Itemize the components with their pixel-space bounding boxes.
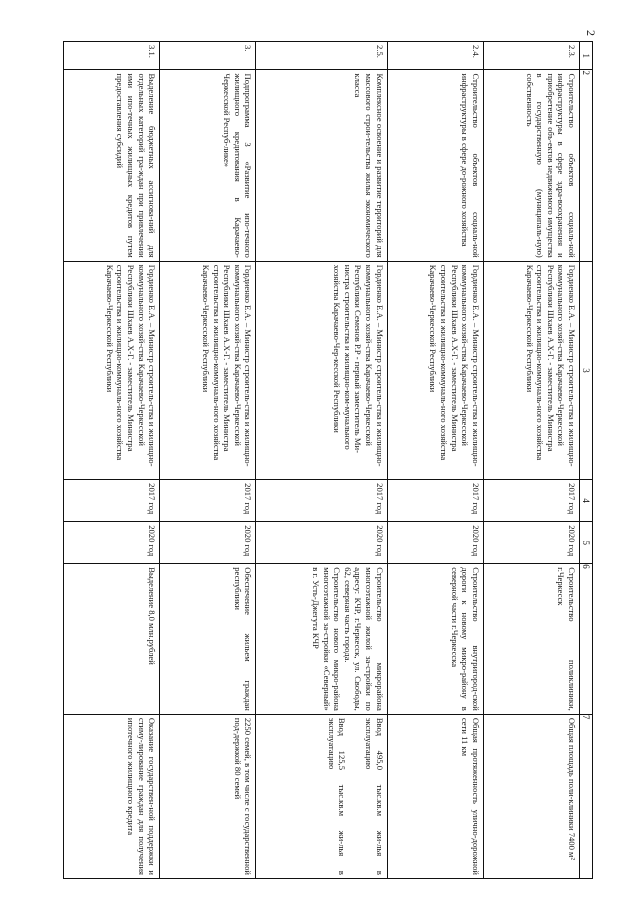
header-col-2: 2: [580, 70, 593, 261]
row-content: [64, 564, 160, 715]
table-row: [387, 42, 483, 879]
row-end-year: 2020 год: [160, 522, 256, 564]
spacer: [356, 718, 364, 875]
row-result-text: Ввод 495,0 тыс.кв.м жи-лья в эксплуатацию: [364, 717, 385, 875]
row-responsible: Гордиенко Е.А. – Министр строитель-ства и жилищно-коммунального хозяй-ства Карачаево-Черкесской Республики Шхаев А.Х-Г. - заместитель Министра строительства и жилищно-коммуналь-ного хозяйства Карачаево-Черкесской Республики: [160, 261, 256, 479]
row-content-text: Обеспечение жильем граждан республики: [232, 567, 254, 711]
row-responsible: Гордиенко Е.А. – Министр строитель-ства и жилищно-коммунального хозяй-ства Карачаево-Черкесской Республики Семенов Р.Р - первый заместитель Ми-нистра строительства и жилищно-ком-мунального хозяйства Карачаево-Чер-кесской Республики: [256, 261, 387, 479]
row-name: Выделение бюджетных ассигнова-ний для отдельных категорий гра-ждан при привлечении ими ипо-течных жилищных кредитов путем предоставления субсидий: [64, 70, 160, 261]
rotated-table-container: [63, 41, 593, 879]
header-row: [580, 42, 593, 879]
row-name: Комплексное освоение и развитие территорий для массового строи-тельства жилья экономического класса: [256, 70, 387, 261]
header-col-1: 1: [580, 42, 593, 70]
table-row: [256, 42, 387, 879]
row-content: [256, 564, 387, 715]
row-responsible: Гордиенко Е.А. – Министр строитель-ства и жилищно-коммунального хозяй-ства Карачаево-Черкесской Республики Шхаев А.Х-Г. - заместитель Министра строительства и жилищно-коммуналь-ного хозяйства Карачаево-Черкесской Республики: [387, 261, 483, 479]
row-end-year: 2020 год: [256, 522, 387, 564]
row-responsible: Гордиенко Е.А. – Министр строитель-ства и жилищно-коммунального хозяй-ства Карачаево-Черкесской Республики Шхаев А.Х-Г. - заместитель Министра строительства и жилищно-коммуналь-ного хозяйства Карачаево-Черкесской Республики: [483, 261, 579, 479]
row-number: 2.5.: [256, 42, 387, 70]
spacer: [348, 718, 356, 875]
row-result: Общая протяженность улично-дорожной сети 11 км: [387, 714, 483, 878]
row-content: [160, 564, 256, 715]
header-col-5: 5: [580, 522, 593, 564]
row-number: 2.3.: [483, 42, 579, 70]
row-responsible: Гордиенко Е.А. – Министр строитель-ства и жилищно-коммунального хозяй-ства Карачаево-Черкесской Республики Шхаев А.Х-Г. - заместитель Министра строительства и жилищно-коммуналь-ного хозяйства Карачаево-Черкесской Республики: [64, 261, 160, 479]
row-number: 3.1.: [64, 42, 160, 70]
row-name: Подпрограмма 3 «Развитие ипо-течного жилищного кредитования в Карачаево-Черкесской Респуб-лике»: [160, 70, 256, 261]
row-result: 2250 семей, в том числе с государственной под-держкой 80 семей: [160, 714, 256, 878]
row-start-year: 2017 год: [64, 480, 160, 522]
table-row: [160, 42, 256, 879]
row-result-text: Ввод 125,5 тыс.кв.м жи-лья в эксплуатацию: [326, 717, 348, 875]
row-content: [483, 564, 579, 715]
row-number: 3.: [160, 42, 256, 70]
row-content-text: Выделение 8,0 млн.рублей: [147, 567, 158, 665]
table-row: [64, 42, 160, 879]
row-end-year: 2020 год: [64, 522, 160, 564]
row-start-year: 2017 год: [256, 480, 387, 522]
row-name: Строительство объектов социаль-ной инфраструктуры в сфере до-рожного хозяйства: [387, 70, 483, 261]
row-start-year: 2017 год: [387, 480, 483, 522]
row-content-text: Строительство внутригород-ской дороги к новому микро-району в северной части г.Черкесска: [449, 567, 481, 711]
row-content-text: Строительство поликлиники, г.Черкесск: [556, 567, 577, 711]
header-col-7: 7: [580, 714, 593, 878]
row-number: 2.4.: [387, 42, 483, 70]
program-table: [63, 41, 593, 879]
table-row: [483, 42, 579, 879]
row-content-text: Строительство нового микро-района многоэтажной за-стройки «Северный» в г. Усть-Джегута КЧР: [311, 567, 343, 711]
row-content-text: Строительство микрорайона многоэтажной жилой за-стройки по адресу: КЧР, г.Черкесск, ул. Свободы, 62, северная часть города.: [342, 567, 385, 711]
header-col-3: 3: [580, 261, 593, 479]
row-end-year: 2020 год: [387, 522, 483, 564]
row-result: [256, 714, 387, 878]
row-result: Оказание государствен-ной поддержки и стиму-лирование граждан для получения ипотечного жилищного кредита: [64, 714, 160, 878]
row-end-year: 2020 год: [483, 522, 579, 564]
row-start-year: 2017 год: [160, 480, 256, 522]
row-start-year: 2017 год: [483, 480, 579, 522]
header-col-6: 6: [580, 564, 593, 715]
page-number: 2: [584, 30, 598, 36]
row-name: Строительство объектов социаль-ной инфраструктуры в сфере здра-воохранения и приобретение объ-ектов недвижимого имущества в государственную (муниципаль-ную) собственность: [483, 70, 579, 261]
row-result: Общая площадь поли-клиники 7400 м²: [483, 714, 579, 878]
header-col-4: 4: [580, 480, 593, 522]
row-content: [387, 564, 483, 715]
